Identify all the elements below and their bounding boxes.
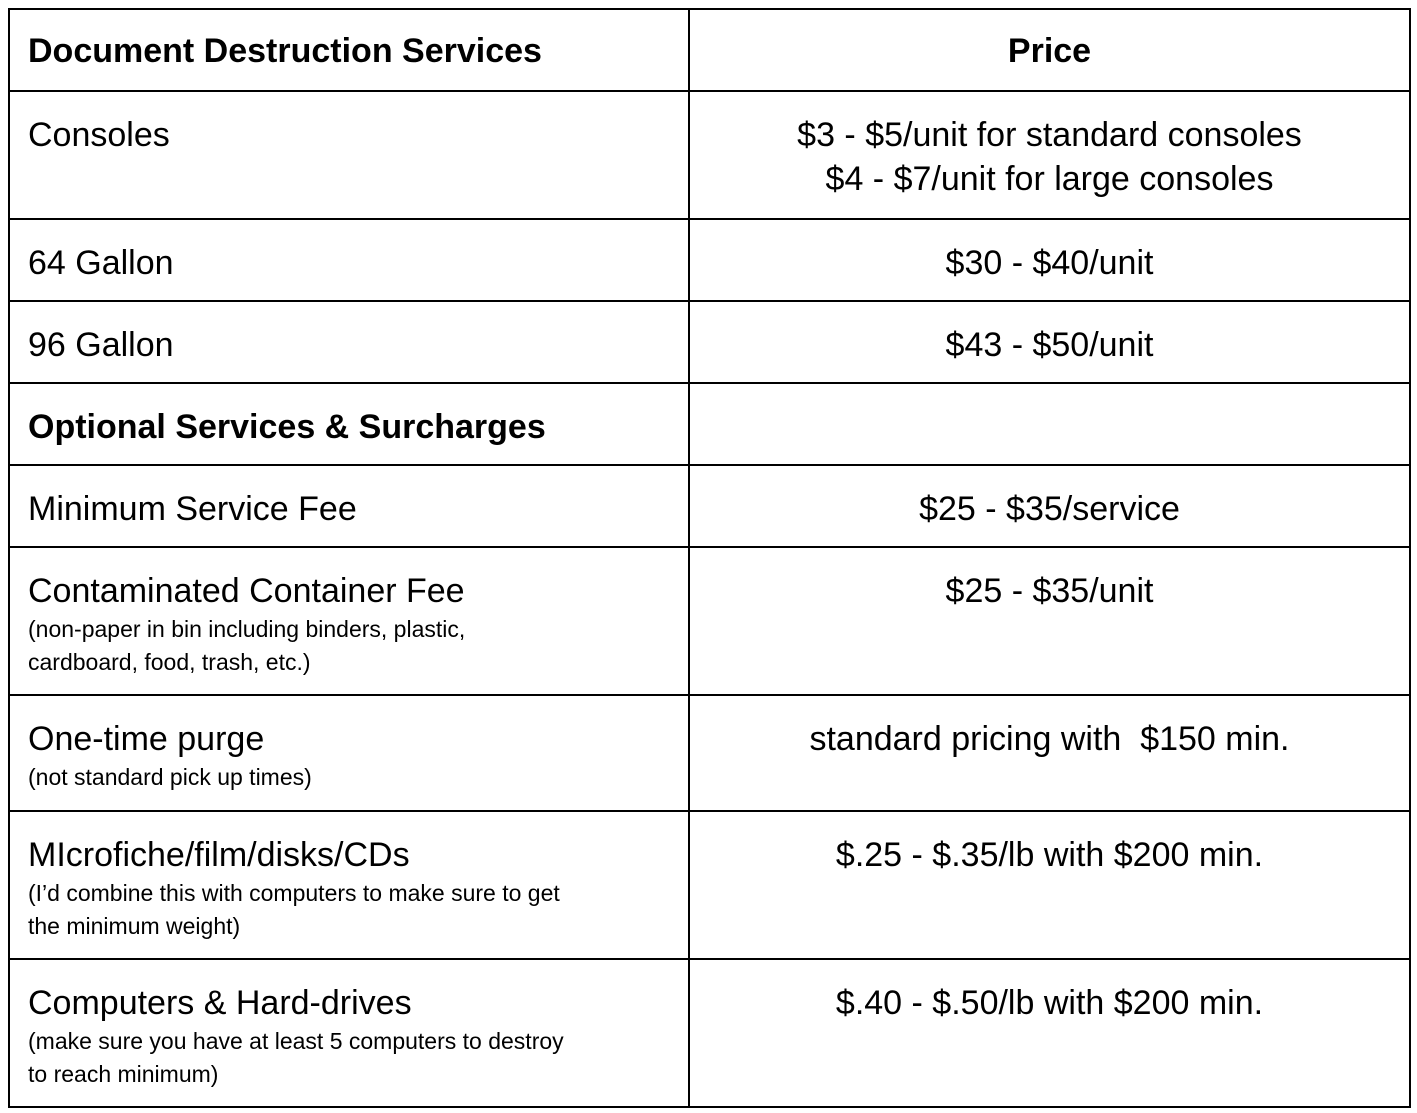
header-price-label: Price	[1007, 32, 1092, 70]
price-cell	[689, 465, 1410, 547]
table-row	[9, 811, 1410, 959]
header-cell-service	[9, 9, 689, 91]
table-row	[9, 695, 1410, 811]
price-cell	[689, 959, 1410, 1107]
service-note: (not standard pick up times)	[28, 764, 312, 790]
table-header-row	[9, 9, 1410, 91]
header-cell-price	[689, 9, 1410, 91]
service-label: MIcrofiche/film/disks/CDs	[28, 836, 410, 874]
service-cell	[9, 219, 689, 301]
header-service-label: Document Destruction Services	[28, 32, 542, 70]
service-note: (I’d combine this with computers to make sure to get	[28, 880, 560, 906]
section-header-label: Optional Services & Surcharges	[28, 408, 546, 446]
service-note: (make sure you have at least 5 computers to destroy	[28, 1028, 564, 1054]
service-note: to reach minimum)	[28, 1061, 219, 1087]
table-row	[9, 91, 1410, 219]
price-value: $25 - $35/service	[919, 490, 1180, 528]
service-label: 64 Gallon	[28, 244, 174, 282]
table-row	[9, 547, 1410, 695]
service-cell	[9, 959, 689, 1107]
service-cell	[9, 811, 689, 959]
price-cell	[689, 383, 1410, 465]
price-value: $30 - $40/unit	[945, 244, 1154, 282]
table-row	[9, 219, 1410, 301]
service-label: One-time purge	[28, 720, 265, 758]
service-label: 96 Gallon	[28, 326, 174, 364]
price-value: $4 - $7/unit for large consoles	[825, 160, 1274, 198]
price-cell	[689, 301, 1410, 383]
service-cell	[9, 695, 689, 811]
service-note: (non-paper in bin including binders, plastic,	[28, 616, 466, 642]
price-cell	[689, 811, 1410, 959]
price-cell	[689, 91, 1410, 219]
service-label: Consoles	[28, 116, 170, 154]
service-cell	[9, 91, 689, 219]
price-cell	[689, 695, 1410, 811]
price-value: standard pricing with $150 min.	[809, 720, 1290, 758]
service-cell	[9, 547, 689, 695]
price-value: $3 - $5/unit for standard consoles	[797, 116, 1302, 154]
service-label: Computers & Hard-drives	[28, 984, 412, 1022]
table-row	[9, 959, 1410, 1107]
table-row	[9, 301, 1410, 383]
service-cell	[9, 465, 689, 547]
table-row	[9, 465, 1410, 547]
service-note: the minimum weight)	[28, 913, 241, 939]
price-cell	[689, 547, 1410, 695]
pricing-table	[8, 8, 1411, 1108]
price-value: $.40 - $.50/lb with $200 min.	[835, 984, 1264, 1022]
price-cell	[689, 219, 1410, 301]
section-header-cell	[9, 383, 689, 465]
price-value: $43 - $50/unit	[945, 326, 1154, 364]
section-header-row	[9, 383, 1410, 465]
price-value: $25 - $35/unit	[945, 572, 1154, 610]
service-label: Contaminated Container Fee	[28, 572, 465, 610]
price-value: $.25 - $.35/lb with $200 min.	[835, 836, 1264, 874]
service-note: cardboard, food, trash, etc.)	[28, 649, 311, 675]
service-label: Minimum Service Fee	[28, 490, 357, 528]
service-cell	[9, 301, 689, 383]
